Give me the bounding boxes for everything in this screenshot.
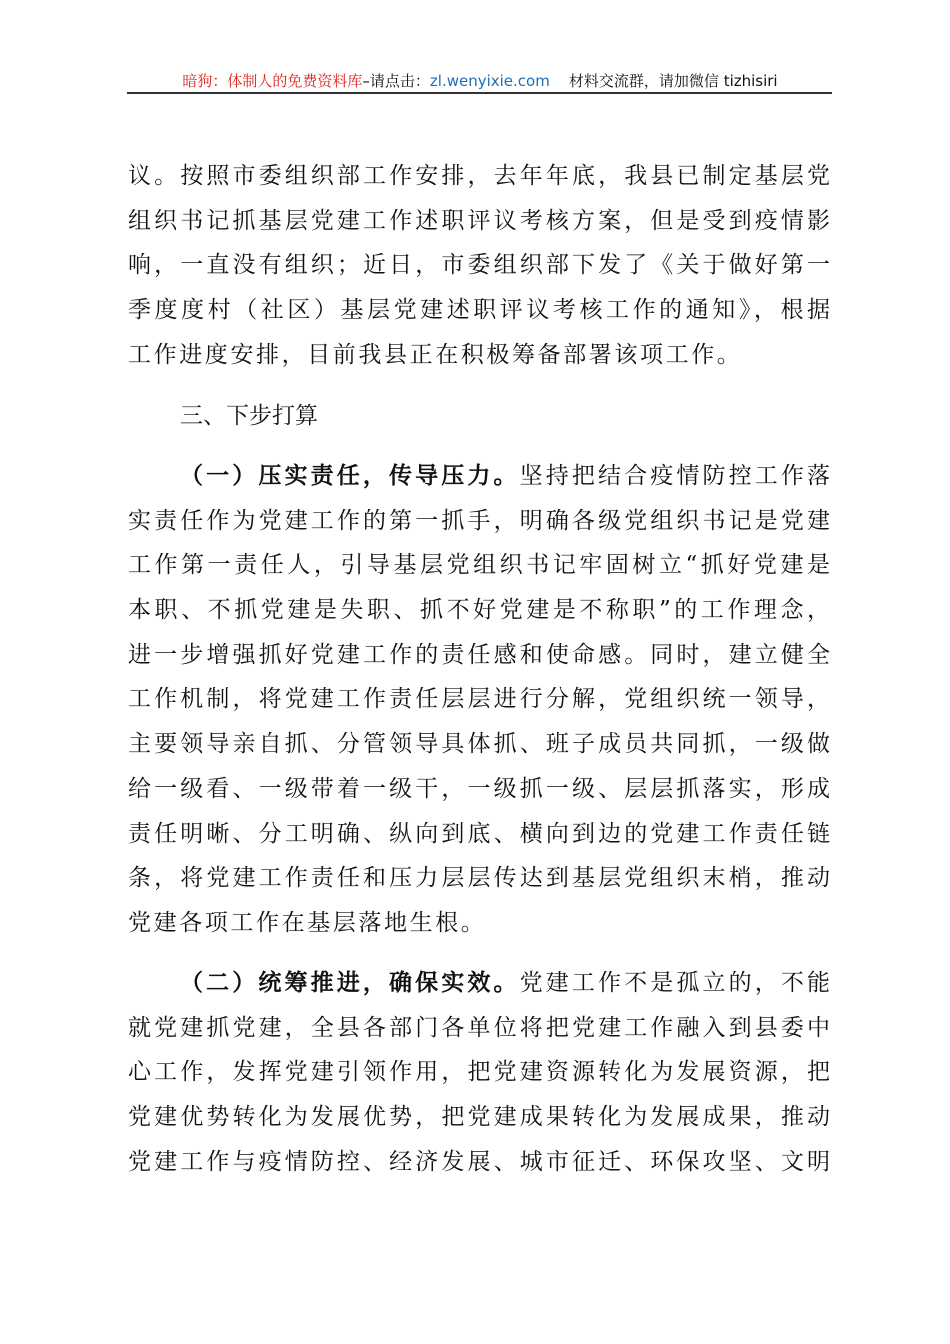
text-line: 组织书记抓基层党建工作述职评议考核方案，但是受到疫情影 <box>128 207 830 234</box>
text-line: 党建优势转化为发展优势，把党建成果转化为发展成果，推动 <box>128 1104 830 1131</box>
text-run: 党建工作不是孤立的，不能 <box>519 970 830 996</box>
paragraph-0 <box>128 154 830 377</box>
text-line: 实责任作为党建工作的第一抓手，明确各级党组织书记是党建 <box>128 507 830 534</box>
section-heading: 三、下步打算 <box>180 403 318 429</box>
text-run: 坚持把结合疫情防控工作落 <box>519 463 830 489</box>
text-line: 责任明晰、分工明确、纵向到底、横向到边的党建工作责任链 <box>128 820 830 847</box>
paragraph-1 <box>128 454 830 946</box>
text-line: 议。按照市委组织部工作安排，去年年底，我县已制定基层党 <box>128 163 830 189</box>
site-name: 暗狗：体制人的免费资料库 <box>182 72 363 90</box>
text-line: 工作机制，将党建工作责任层层进行分解，党组织统一领导， <box>128 686 830 713</box>
group-note: 材料交流群，请加微信 tizhisiri <box>568 72 778 90</box>
header-divider <box>127 92 832 94</box>
text-line: 给一级看、一级带着一级干，一级抓一级、层层抓落实，形成 <box>128 775 830 802</box>
text-line: 响，一直没有组织；近日，市委组织部下发了《关于做好第一 <box>128 252 830 279</box>
site-link[interactable]: zl.wenyixie.com <box>429 72 550 90</box>
text-line: 就党建抓党建，全县各部门各单位将把党建工作融入到县委中 <box>128 1014 830 1041</box>
text-line: 进一步增强抓好党建工作的责任感和使命感。同时，建立健全 <box>128 641 830 668</box>
text-line: 心工作，发挥党建引领作用，把党建资源转化为发展资源，把 <box>128 1059 830 1086</box>
page-header <box>128 70 832 91</box>
text-line: 主要领导亲自抓、分管领导具体抓、班子成员共同抓，一级做 <box>128 731 830 758</box>
paragraph-lead: （二）统筹推进，确保实效。 <box>180 969 520 996</box>
paragraph-2 <box>128 961 830 1184</box>
text-line <box>128 961 830 1006</box>
text-line: 党建各项工作在基层落地生根。 <box>128 909 487 936</box>
paragraph-lead: （一）压实责任，传导压力。 <box>180 462 520 489</box>
text-line: 党建工作与疫情防控、经济发展、城市征迁、环保攻坚、文明 <box>128 1148 830 1175</box>
text-line: 条，将党建工作责任和压力层层传达到基层党组织末梢，推动 <box>128 865 830 892</box>
text-line: 季度度村（社区）基层党建述职评议考核工作的通知》，根据 <box>128 297 830 324</box>
text-line <box>128 454 830 499</box>
text-line: 本职、不抓党建是失职、抓不好党建是不称职”的工作理念， <box>128 597 830 624</box>
text-line: 工作进度安排，目前我县正在积极筹备部署该项工作。 <box>128 341 743 368</box>
text-line: 工作第一责任人，引导基层党组织书记牢固树立“抓好党建是 <box>128 552 830 579</box>
click-prompt: –请点击： <box>362 72 430 90</box>
